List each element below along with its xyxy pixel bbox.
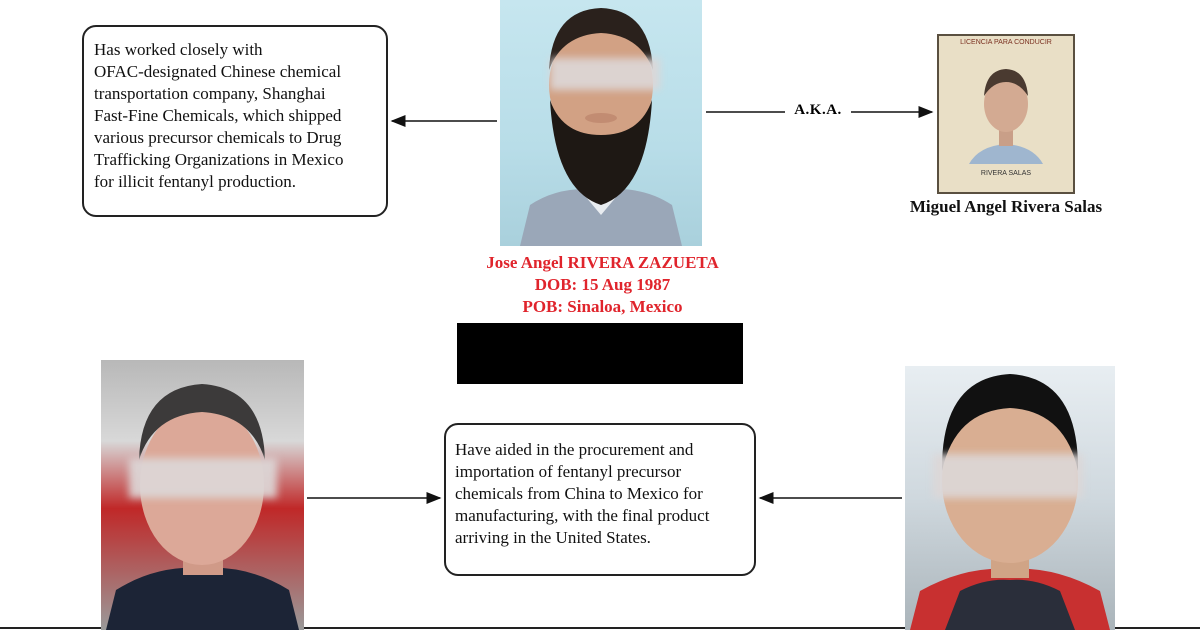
face-blur	[550, 58, 660, 90]
bottom-note-line: manufacturing, with the final product	[455, 506, 710, 525]
main-subject-dob: DOB: 15 Aug 1987	[534, 275, 671, 294]
license-name: RIVERA SALAS	[980, 170, 1032, 177]
top-note-line: Trafficking Organizations in Mexico	[94, 150, 344, 169]
aka-label: A.K.A.	[794, 102, 842, 118]
person-right-photo	[905, 366, 1115, 630]
person-right-portrait	[905, 366, 1115, 630]
face-blur	[933, 454, 1083, 498]
alias-license-photo	[937, 34, 1075, 194]
top-note-line: for illicit fentanyl production.	[94, 172, 297, 191]
top-note-line: OFAC-designated Chinese chemical	[94, 62, 342, 81]
bottom-note-line: arriving in the United States.	[455, 528, 651, 547]
bottom-description-box	[444, 423, 756, 576]
top-note-line: Fast-Fine Chemicals, which shipped	[94, 106, 342, 125]
main-subject-portrait	[500, 0, 702, 246]
top-note-line: various precursor chemicals to Drug	[94, 128, 342, 147]
license-header: LICENCIA PARA CONDUCIR	[960, 39, 1052, 46]
main-subject-photo	[500, 0, 702, 246]
main-subject-pob: POB: Sinaloa, Mexico	[522, 297, 683, 316]
person-left-photo	[101, 360, 304, 630]
bottom-note-line: Have aided in the procurement and	[455, 440, 694, 459]
alias-name: Miguel Angel Rivera Salas	[909, 197, 1103, 216]
top-description-box	[82, 25, 388, 217]
top-note-line: Has worked closely with	[94, 40, 263, 59]
main-subject-name: Jose Angel RIVERA ZAZUETA	[486, 253, 719, 272]
top-note-line: transportation company, Shanghai	[94, 84, 326, 103]
redaction-bar	[457, 323, 743, 384]
face-blur	[129, 458, 277, 498]
bottom-note-line: chemicals from China to Mexico for	[455, 484, 703, 503]
bottom-note-line: importation of fentanyl precursor	[455, 462, 682, 481]
alias-portrait	[939, 36, 1073, 192]
